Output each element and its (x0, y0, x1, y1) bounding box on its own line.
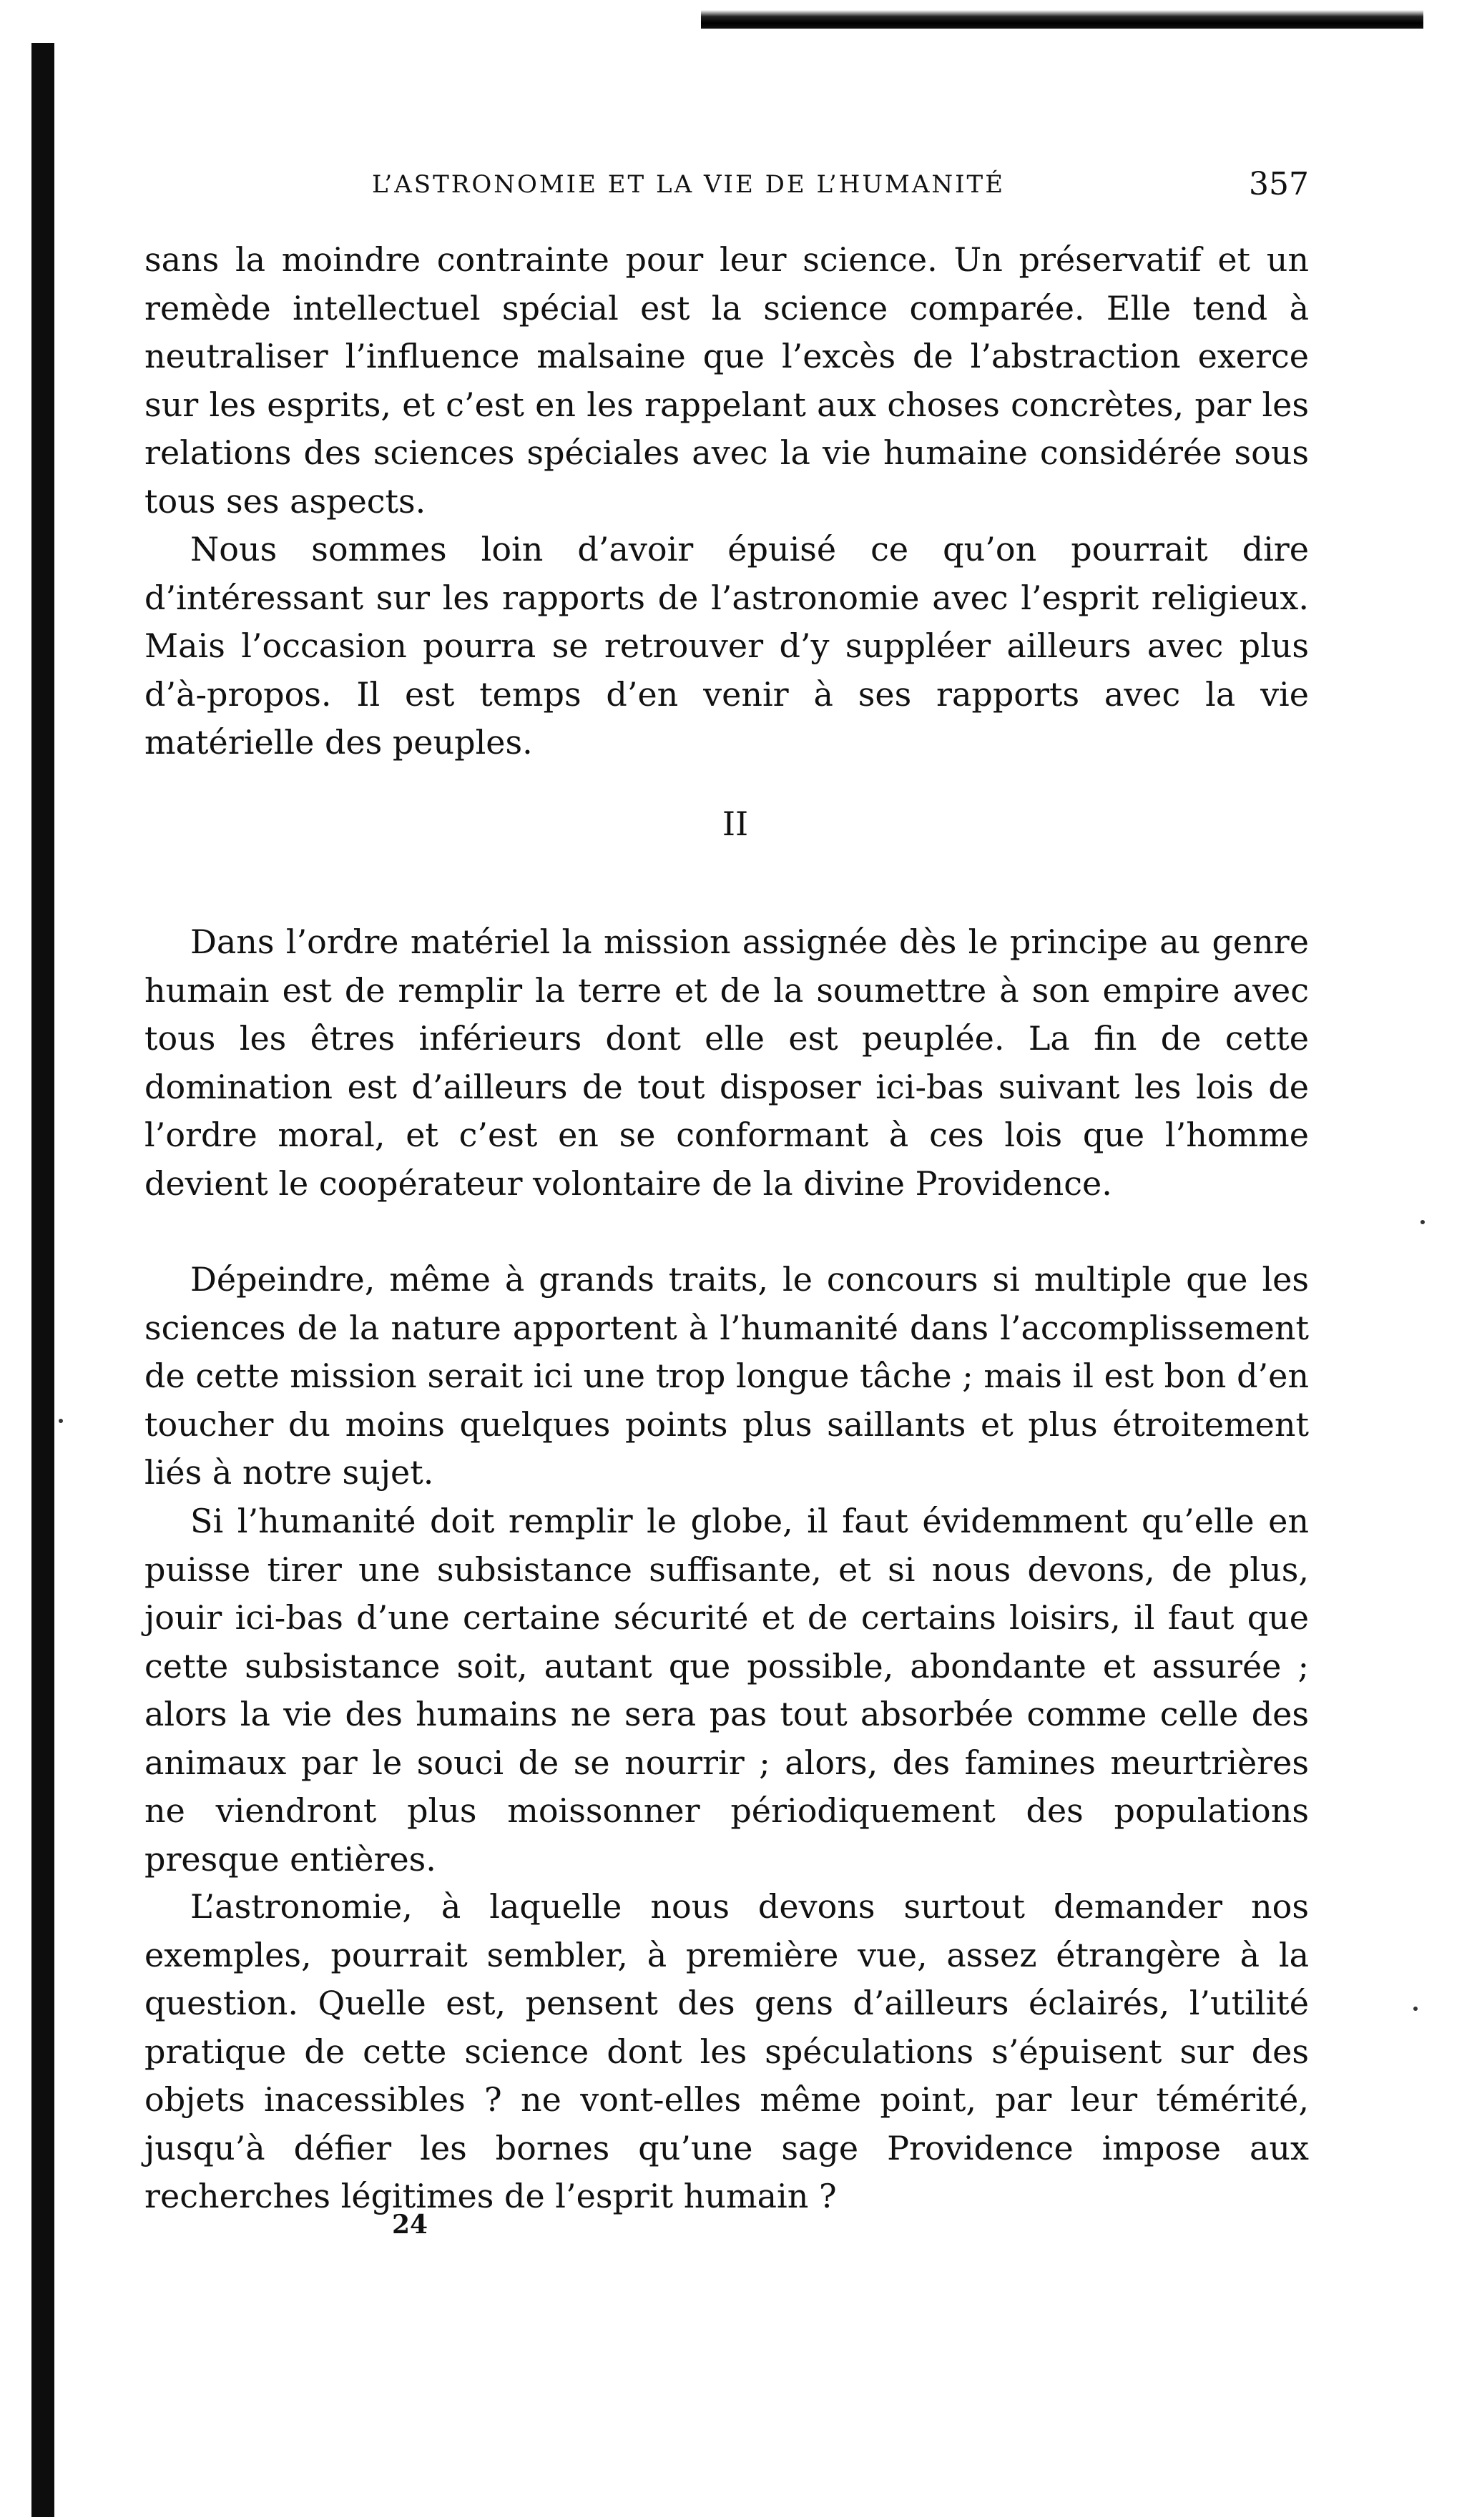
paragraph-text: Nous sommes loin d’avoir épuisé ce qu’on pourrait dire d’intéressant sur les rapports de l’astronomie avec l’esprit religieux. Mais l’occasion pourra se retrouver d’y suppléer ailleurs avec plus d’à-propos. Il est temps d’en venir à ses rapports avec la vie matérielle des peuples. (144, 530, 1309, 762)
paragraph (144, 1497, 1309, 1884)
paragraph (144, 526, 1309, 767)
running-title: L’ASTRONOMIE ET LA VIE DE L’HUMANITÉ (372, 170, 1006, 199)
paragraph-text: sans la moindre contrainte pour leur science. Un préservatif et un remède intellectuel spécial est la science comparée. Elle tend à neutraliser l’influence malsaine que l’excès de l’abstraction exerce sur les esprits, et c’est en les rappelant aux choses concrètes, par les relations des sciences spéciales avec la vie humaine considérée sous tous ses aspects. (144, 240, 1309, 521)
paragraph-continued (144, 236, 1309, 526)
page-number: 357 (1249, 166, 1309, 202)
paragraph-text: L’astronomie, à laquelle nous devons surtout demander nos exemples, pourrait sembler, à première vue, assez étrangère à la question. Quelle est, pensent des gens d’ailleurs éclairés, l’utilité pratique de cette science dont les spéculations s’épuisent sur des objets inacessibles ? ne vont-elles même point, par leur témérité, jusqu’à défier les bornes qu’une sage Providence impose aux recherches légitimes de l’esprit humain ? (144, 1887, 1309, 2215)
paragraph (144, 1883, 1309, 2221)
section-heading (0, 804, 1482, 843)
scan-edge-shadow-left (31, 43, 54, 2517)
scan-speck (59, 1419, 63, 1423)
scan-speck (1413, 2007, 1418, 2011)
section-numeral: II (722, 804, 749, 843)
paragraph-text: Dans l’ordre matériel la mission assignée dès le principe au genre humain est de remplir la terre et de la soumettre à son empire avec tous les êtres inférieurs dont elle est peuplée. La fin de cette domination est d’ailleurs de tout disposer ici-bas suivant les lois de l’ordre moral, et c’est en se conformant à ces lois que l’homme devient le coopérateur volontaire de la divine Providence. (144, 922, 1309, 1203)
scan-edge-shadow-top (701, 10, 1423, 29)
paragraph (144, 918, 1309, 1208)
paragraph (144, 1256, 1309, 1497)
printer-signature-mark: 24 (392, 2210, 428, 2240)
paragraph-text: Dépeindre, même à grands traits, le concours si multiple que les sciences de la nature apportent à l’humanité dans l’accomplissement de cette mission serait ici une trop longue tâche ; mais il est bon d’en toucher du moins quelques points plus saillants et plus étroitement liés à notre sujet. (144, 1260, 1309, 1492)
scan-speck (1420, 1220, 1425, 1224)
running-header (372, 166, 1309, 213)
paragraph-text: Si l’humanité doit remplir le globe, il faut évidemment qu’elle en puisse tirer une subsistance suffisante, et si nous devons, de plus, jouir ici-bas d’une certaine sécurité et de certains loisirs, il faut que cette subsistance soit, autant que possible, abondante et assurée ; alors la vie des humains ne sera pas tout absorbée comme celle des animaux par le souci de se nourrir ; alors, des famines meurtrières ne viendront plus moissonner périodiquement des populations presque entières. (144, 1502, 1309, 1879)
